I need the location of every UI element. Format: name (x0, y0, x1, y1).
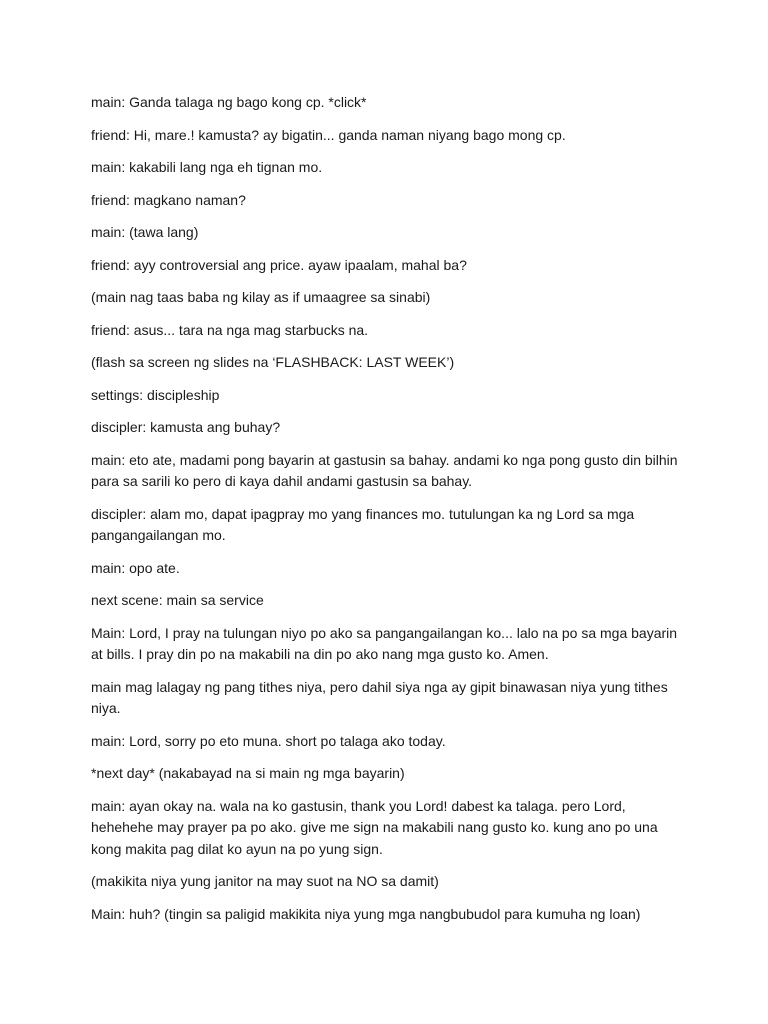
script-line: friend: Hi, mare.! kamusta? ay bigatin... ganda naman niyang bago mong cp. (91, 126, 566, 143)
script-line: settings: discipleship (91, 386, 220, 403)
script-line: discipler: alam mo, dapat ipagpray mo yang finances mo. tutulungan ka ng Lord sa mga pangangailangan mo. (91, 505, 635, 543)
script-line: friend: magkano naman? (91, 191, 246, 208)
script-body (91, 92, 681, 936)
script-line: main mag lalagay ng pang tithes niya, pero dahil siya nga ay gipit binawasan niya yung tithes niya. (91, 678, 668, 716)
script-line: (makikita niya yung janitor na may suot na NO sa damit) (91, 873, 439, 889)
script-line: discipler: kamusta ang buhay? (91, 419, 281, 435)
script-line: main: Ganda talaga ng bago kong cp. *click* (91, 94, 367, 110)
script-line: next scene: main sa service (91, 592, 264, 608)
script-line: Main: huh? (tingin sa paligid makikita niya yung mga nangbubudol para kumuha ng loan) (91, 905, 641, 922)
script-line: Main: Lord, I pray na tulungan niyo po ako sa pangangailangan ko... lalo na po sa mga bayarin at bills. I pray din po na makabili na din po ako nang mga gusto ko. Amen. (91, 624, 678, 662)
script-line: friend: ayy controversial ang price. ayaw ipaalam, mahal ba? (91, 256, 467, 273)
script-line: main: eto ate, madami pong bayarin at gastusin sa bahay. andami ko nga pong gusto din bilhin para sa sarili ko pero di kaya dahil andami gastusin sa bahay. (91, 451, 678, 489)
script-line: main: ayan okay na. wala na ko gastusin, thank you Lord! dabest ka talaga. pero Lord, hehehehe may prayer pa po ako. give me sign na makabili nang gusto ko. kung ano po una kong makita pag dilat ko ayun na po yung sign. (91, 797, 658, 857)
script-line: main: kakabili lang nga eh tignan mo. (91, 159, 323, 175)
script-line: (main nag taas baba ng kilay as if umaagree sa sinabi) (91, 289, 431, 305)
script-line: *next day* (nakabayad na si main ng mga bayarin) (91, 765, 405, 781)
script-line: main: opo ate. (91, 559, 180, 576)
script-line: main: Lord, sorry po eto muna. short po talaga ako today. (91, 732, 446, 749)
script-line: main: (tawa lang) (91, 224, 199, 240)
script-line: friend: asus... tara na nga mag starbucks na. (91, 321, 369, 338)
script-line: (flash sa screen ng slides na ‘FLASHBACK: LAST WEEK’) (91, 354, 455, 370)
